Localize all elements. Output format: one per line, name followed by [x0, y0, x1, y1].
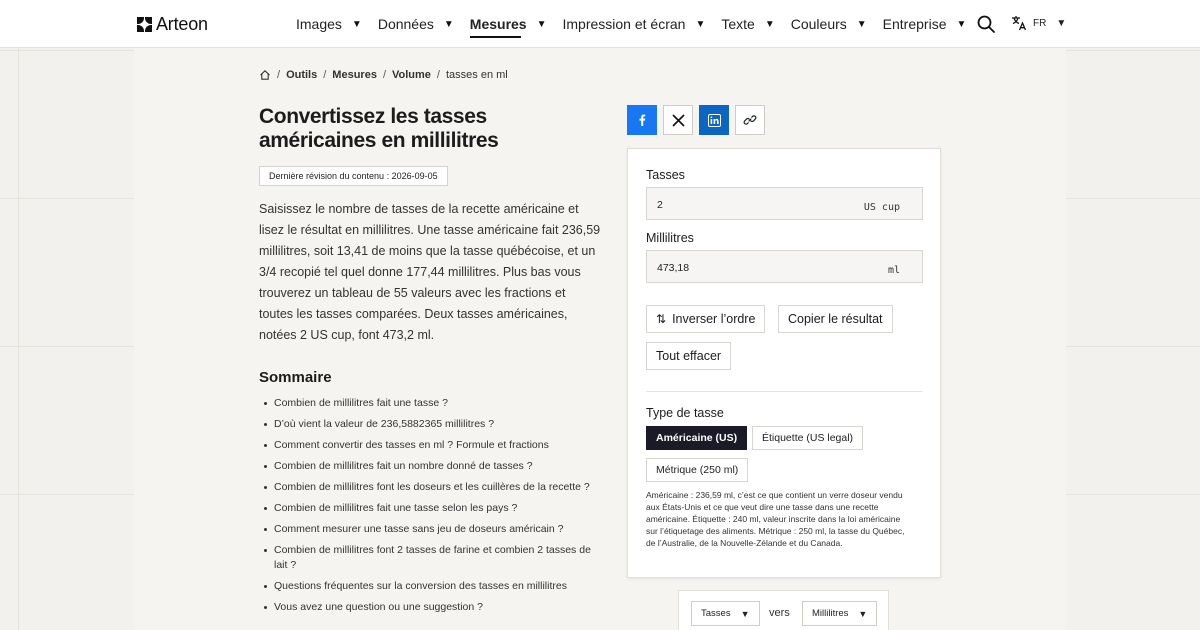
millilitres-unit: ml: [887, 265, 900, 276]
share-x-button[interactable]: [663, 105, 693, 135]
toc-item[interactable]: Combien de millilitres fait une tasse selon les pays ?: [274, 501, 604, 516]
toc-item[interactable]: Combien de millilitres fait une tasse ?: [274, 396, 604, 411]
caret-down-icon: ▼: [740, 608, 750, 619]
caret-down-icon: ▼: [956, 18, 967, 30]
toc-item[interactable]: Questions fréquentes sur la conversion des tasses en millilitres: [274, 579, 604, 594]
link-icon: [743, 113, 757, 127]
toc-title: Sommaire: [259, 369, 332, 386]
nav-item-images[interactable]: [296, 16, 362, 32]
cup-type-us-option[interactable]: Américaine (US): [646, 426, 747, 450]
converter-card: [627, 148, 941, 578]
x-logo-icon: [672, 114, 685, 127]
millilitres-input[interactable]: [646, 250, 923, 283]
swap-button[interactable]: [646, 305, 765, 333]
search-icon[interactable]: [977, 15, 995, 33]
breadcrumb-item-volume[interactable]: Volume: [392, 69, 431, 81]
caret-down-icon: ▼: [764, 18, 775, 30]
nav-label: Mesures: [469, 16, 527, 32]
nav-item-mesures[interactable]: [470, 16, 547, 32]
nav-label: Entreprise: [882, 16, 947, 32]
cups-unit: US cup: [863, 202, 900, 213]
breadcrumb-separator: /: [277, 69, 281, 81]
breadcrumb-separator: /: [382, 69, 386, 81]
clear-all-button[interactable]: [646, 342, 731, 370]
linkedin-icon: [708, 114, 721, 127]
caret-down-icon: ▼: [1056, 17, 1067, 29]
cup-type-label-option[interactable]: Étiquette (US legal): [752, 426, 863, 450]
swap-arrows-icon: ⇅: [656, 312, 667, 326]
toc-item[interactable]: Comment convertir des tasses en ml ? Formule et fractions: [274, 438, 604, 453]
millilitres-value: 473,18: [657, 262, 690, 274]
nav-item-couleurs[interactable]: [791, 16, 867, 32]
caret-down-icon: ▼: [351, 18, 362, 30]
main-nav: [296, 16, 982, 32]
copy-result-button[interactable]: [778, 305, 893, 333]
divider: [646, 391, 923, 392]
from-unit-select[interactable]: [691, 601, 760, 626]
from-unit-select-value: Tasses: [701, 608, 731, 619]
logo-icon: [137, 17, 152, 32]
cup-type-note: Américaine : 236,59 ml, c’est ce que contient un verre doseur vendu aux États-Unis et ce que veut dire une tasse dans une recette américaine. Étiquette : 240 ml, valeur inscrite dans la loi américaine sur l’étiquetage des aliments. Métrique : 250 ml, la tasse du Québec, de l’Australie, de la Nouvelle-Zélande et du Canada.: [646, 490, 905, 548]
language-selector[interactable]: [1011, 15, 1066, 31]
caret-down-icon: ▼: [856, 18, 867, 30]
share-linkedin-button[interactable]: [699, 105, 729, 135]
breadcrumb: [259, 69, 508, 81]
nav-item-texte[interactable]: [721, 16, 774, 32]
nav-label: Impression et écran: [562, 16, 686, 32]
nav-label: Données: [377, 16, 434, 32]
intro-paragraph: Saisissez le nombre de tasses de la recette américaine et lisez le résultat en millilitres. Une tasse américaine fait 236,59 millilitres, soit 13,41 de moins que la tasse québécoise, et un 3/4 recopié tel quel donne 177,44 millilitres. Plus bas vous trouverez un tableau de 55 valeurs avec les fractions et toutes les tasses comparées. Deux tasses américaines, notées 2 US cup, font 473,2 ml.: [259, 202, 601, 342]
page-title: Convertissez les tasses américaines en millilitres: [259, 105, 499, 152]
top-navigation-bar: [0, 0, 1200, 48]
language-code: FR: [1033, 17, 1047, 29]
caret-down-icon: ▼: [536, 18, 547, 30]
toc-item[interactable]: Combien de millilitres font les doseurs et les cuillères de la recette ?: [274, 480, 604, 495]
nav-item-impression[interactable]: [563, 16, 706, 32]
brand-name: Arteon: [156, 14, 208, 34]
facebook-icon: [635, 113, 649, 127]
nav-label: Images: [296, 16, 342, 32]
cup-type-label: Type de tasse: [646, 406, 724, 420]
translate-icon: [1011, 15, 1027, 31]
breadcrumb-item-mesures[interactable]: Mesures: [332, 69, 377, 81]
nav-item-entreprise[interactable]: [883, 16, 967, 32]
breadcrumb-item-outils[interactable]: Outils: [286, 69, 318, 81]
toc-item[interactable]: D’où vient la valeur de 236,5882365 millilitres ?: [274, 417, 604, 432]
share-facebook-button[interactable]: [627, 105, 657, 135]
revision-badge: Dernière révision du contenu : 2026-09-05: [259, 166, 448, 186]
share-buttons: [627, 105, 765, 135]
to-unit-select-value: Millilitres: [812, 608, 849, 619]
swap-button-label: Inverser l’ordre: [672, 312, 756, 326]
caret-down-icon: ▼: [858, 608, 868, 619]
breadcrumb-separator: /: [436, 69, 440, 81]
caret-down-icon: ▼: [695, 18, 706, 30]
table-of-contents: [274, 396, 604, 621]
nav-item-donnees[interactable]: [378, 16, 454, 32]
copy-link-button[interactable]: [735, 105, 765, 135]
caret-down-icon: ▼: [443, 18, 454, 30]
brand-logo[interactable]: [137, 14, 208, 35]
nav-label: Couleurs: [790, 16, 847, 32]
breadcrumb-current: tasses en ml: [445, 69, 508, 81]
selector-connector: vers: [769, 607, 790, 619]
cup-type-metric-option[interactable]: Métrique (250 ml): [646, 458, 748, 482]
toc-item[interactable]: Vous avez une question ou une suggestion ?: [274, 600, 604, 615]
toc-item[interactable]: Comment mesurer une tasse sans jeu de doseurs américain ?: [274, 522, 604, 537]
toc-item[interactable]: Combien de millilitres fait un nombre donné de tasses ?: [274, 459, 604, 474]
home-icon[interactable]: [259, 69, 271, 81]
cups-value: 2: [657, 199, 663, 211]
breadcrumb-separator: /: [323, 69, 327, 81]
nav-label: Texte: [721, 16, 755, 32]
cups-input[interactable]: [646, 187, 923, 220]
unit-selector-bar: [678, 590, 889, 630]
toc-item[interactable]: Combien de millilitres font 2 tasses de farine et combien 2 tasses de lait ?: [274, 543, 604, 573]
to-unit-select[interactable]: [802, 601, 877, 626]
clear-all-label: Tout effacer: [656, 349, 722, 363]
to-label: Millilitres: [646, 231, 694, 245]
from-label: Tasses: [646, 168, 685, 182]
copy-result-label: Copier le résultat: [788, 312, 883, 326]
